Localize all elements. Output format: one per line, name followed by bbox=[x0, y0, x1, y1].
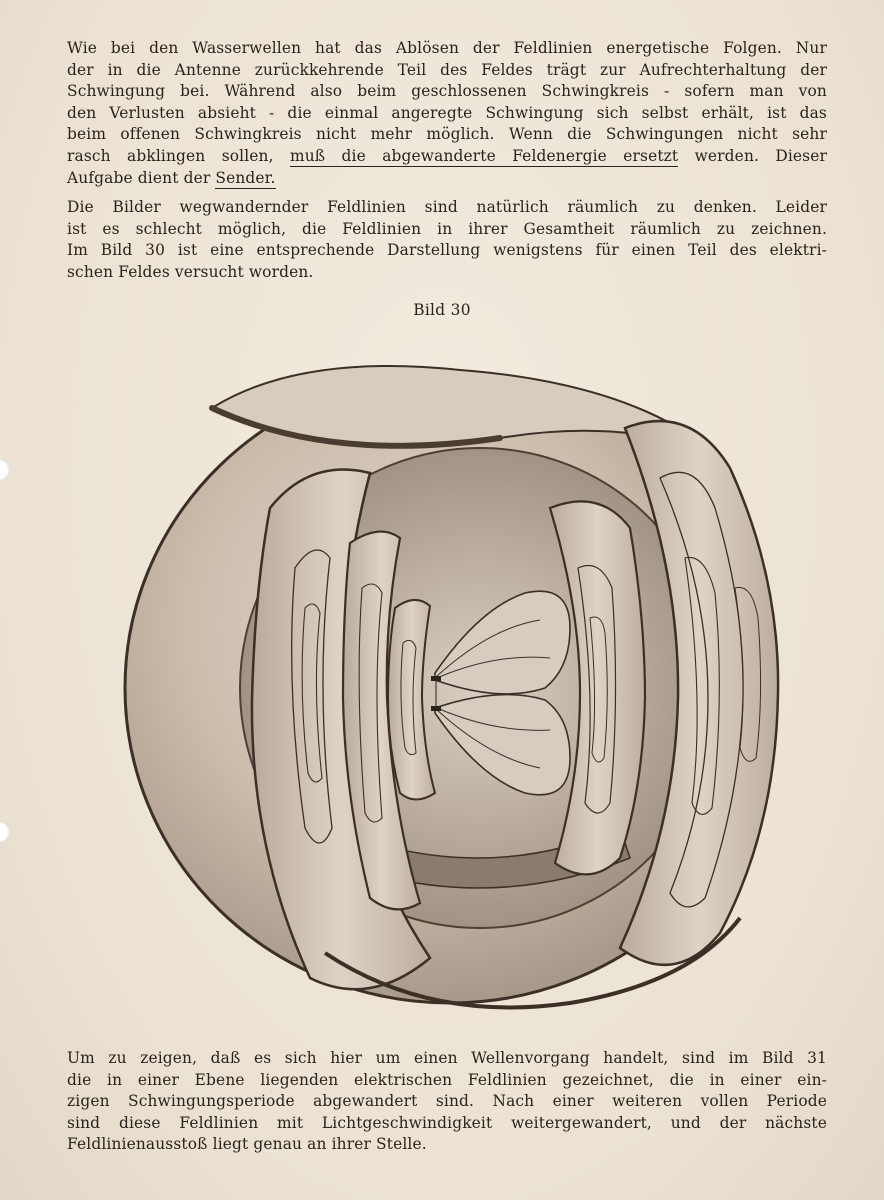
underlined-phrase: muß die abgewanderte Feldenergie ersetzt bbox=[290, 146, 679, 165]
underlined-word-sender: Sender. bbox=[215, 168, 276, 187]
text-line: Im Bild 30 ist eine entsprechende Darstellung wenigstens für einen Teil des elektri- bbox=[67, 241, 827, 260]
text-fragment: werden. Dieser bbox=[678, 146, 827, 165]
figure-caption: Bild 30 bbox=[413, 301, 471, 319]
text-line: zigen Schwingungsperiode abgewandert sind. Nach einer weiteren vollen Periode bbox=[67, 1092, 827, 1111]
punch-hole bbox=[0, 822, 10, 842]
text-line: Die Bilder wegwandernder Feldlinien sind natürlich räumlich zu denken. Leider bbox=[67, 198, 827, 216]
punch-hole bbox=[0, 460, 10, 480]
text-line: der in die Antenne zurückkehrende Teil des Feldes trägt zur Aufrechterhaltung der bbox=[67, 60, 827, 79]
text-line bbox=[67, 146, 827, 168]
text-line bbox=[67, 168, 827, 190]
text-line: die in einer Ebene liegenden elektrischen Feldlinien gezeichnet, die in einer ein- bbox=[67, 1070, 827, 1089]
text-line: den Verlusten absieht - die einmal angeregte Schwingung sich selbst erhält, ist das bbox=[67, 103, 827, 122]
paragraph-spatial-fieldlines bbox=[67, 197, 827, 283]
text-line: beim offenen Schwingkreis nicht mehr möglich. Wenn die Schwingungen nicht sehr bbox=[67, 125, 827, 144]
field-lines-illustration bbox=[100, 358, 800, 1038]
text-line: Wie bei den Wasserwellen hat das Ablösen der Feldlinien energetische Folgen. Nur bbox=[67, 39, 827, 57]
text-line: Feldlinienausstoß liegt genau an ihrer Stelle. bbox=[67, 1135, 427, 1154]
text-line: sind diese Feldlinien mit Lichtgeschwindigkeit weitergewandert, und der nächste bbox=[67, 1113, 827, 1132]
text-fragment: Aufgabe dient der bbox=[67, 168, 216, 187]
paragraph-energy-loss bbox=[67, 38, 827, 189]
text-line: ist es schlecht möglich, die Feldlinien in ihrer Gesamtheit räumlich zu zeichnen. bbox=[67, 219, 827, 238]
paragraph-wave-process bbox=[67, 1048, 827, 1156]
text-line: schen Feldes versucht worden. bbox=[67, 262, 314, 281]
text-line: Um zu zeigen, daß es sich hier um einen Wellenvorgang handelt, sind im Bild 31 bbox=[67, 1049, 827, 1067]
text-line: Schwingung bei. Während also beim geschlossenen Schwingkreis - sofern man von bbox=[67, 82, 827, 101]
text-fragment: rasch abklingen sollen, bbox=[67, 146, 290, 165]
